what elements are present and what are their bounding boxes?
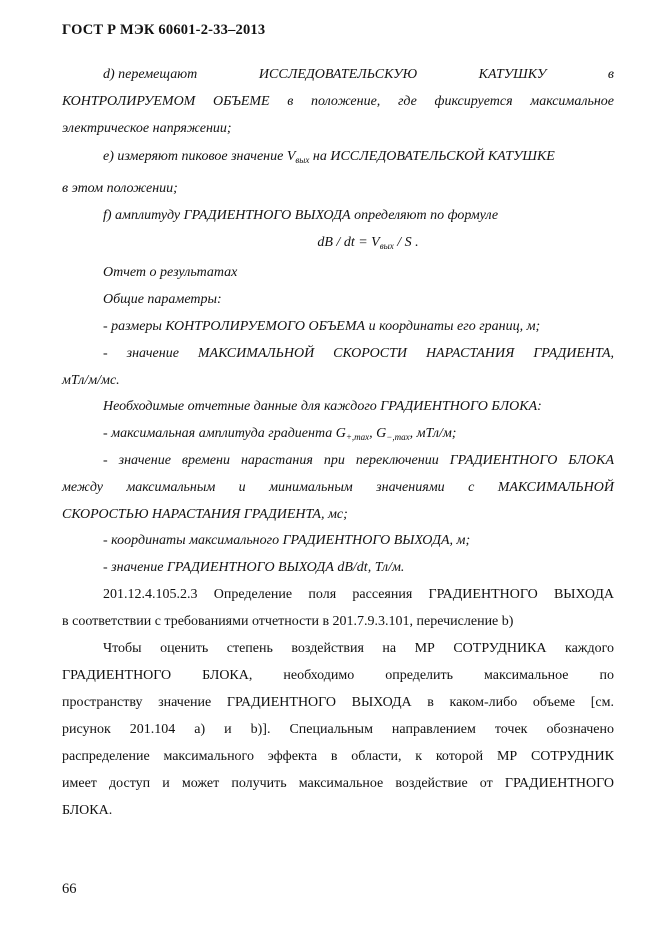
step-e-line [103,148,614,166]
paragraph-line-1: Чтобы оценить степень воздействия на МР СОТРУДНИКА каждого [103,641,614,656]
step-e-text: e) измеряют пиковое значение V [103,149,296,164]
report-heading: Отчет о результатах [103,265,238,280]
step-e-line-2: в этом положении; [62,181,178,196]
param-gradient-output: - значение ГРАДИЕНТНОГО ВЫХОДА dB/dt, Тл/м. [103,560,405,575]
paragraph-line-4: рисунок 201.104 a) и b)]. Специальным направлением точек обозначено [62,722,614,737]
paragraph-line-2: ГРАДИЕНТНОГО БЛОКА, необходимо определить максимальное по [62,668,614,683]
section-heading-2: в соответствии с требованиями отчетности в 201.7.9.3.101, перечисление b) [62,614,514,629]
paragraph-line-7: БЛОКА. [62,803,113,818]
page-number: 66 [62,881,77,897]
block-data-heading: Необходимые отчетные данные для каждого ГРАДИЕНТНОГО БЛОКА: [103,399,542,414]
g-minus-subscript: −,max [386,432,410,442]
max-amplitude-sep: , G [369,426,387,441]
param-rise-time-3: СКОРОСТЬЮ НАРАСТАНИЯ ГРАДИЕНТА, мс; [62,507,348,522]
paragraph-line-3: пространству значение ГРАДИЕНТНОГО ВЫХОДА в каком-либо объеме [см. [62,695,614,710]
formula [62,234,614,252]
g-plus-subscript: +,max [345,432,370,442]
step-d-line [103,66,614,84]
param-volume-size: - размеры КОНТРОЛИРУЕМОГО ОБЪЕМА и координаты его границ, м; [103,319,541,334]
param-coordinates: - координаты максимального ГРАДИЕНТНОГО ВЫХОДА, м; [103,533,471,548]
param-max-slew-rate: - значение МАКСИМАЛЬНОЙ СКОРОСТИ НАРАСТАНИЯ ГРАДИЕНТА, [103,346,614,361]
max-amplitude-text: - максимальная амплитуда градиента G [103,426,346,441]
step-d-line-3: электрическое напряжении; [62,121,232,136]
formula-subscript: вых [379,241,394,251]
step-d-word-2: ИССЛЕДОВАТЕЛЬСКУЮ [258,67,418,82]
document-header: ГОСТ Р МЭК 60601-2-33–2013 [62,22,266,38]
v-out-subscript: вых [295,155,310,165]
paragraph-line-5: распределение максимального эффекта в области, к которой МР СОТРУДНИК [62,749,614,764]
formula-right: / S . [393,235,419,250]
paragraph-line-6: имеет доступ и может получить максимальное воздействие от ГРАДИЕНТНОГО [62,776,614,791]
step-d-word-4: в [607,67,614,82]
step-f-line: f) амплитуду ГРАДИЕНТНОГО ВЫХОДА определяют по формуле [103,208,499,223]
section-heading: 201.12.4.105.2.3 Определение поля рассеяния ГРАДИЕНТНОГО ВЫХОДА [103,587,614,602]
param-rise-time-2: между максимальным и минимальным значениями с МАКСИМАЛЬНОЙ [62,480,614,495]
param-rise-time: - значение времени нарастания при переключении ГРАДИЕНТНОГО БЛОКА [103,453,614,468]
general-params-heading: Общие параметры: [103,292,222,307]
max-amplitude-unit: , мТл/м; [409,426,457,441]
param-max-amplitude [103,425,614,443]
step-d-line-2: КОНТРОЛИРУЕМОМ ОБЪЕМЕ в положение, где фиксируется максимальное [62,94,614,109]
param-max-slew-rate-unit: мТл/м/мс. [62,373,120,388]
step-d-word-3: КАТУШКУ [478,67,547,82]
step-e-text-2: на ИССЛЕДОВАТЕЛЬСКОЙ КАТУШКЕ [309,149,555,164]
step-d-text: d) перемещают [103,67,198,82]
formula-left: dB / dt = V [317,235,380,250]
